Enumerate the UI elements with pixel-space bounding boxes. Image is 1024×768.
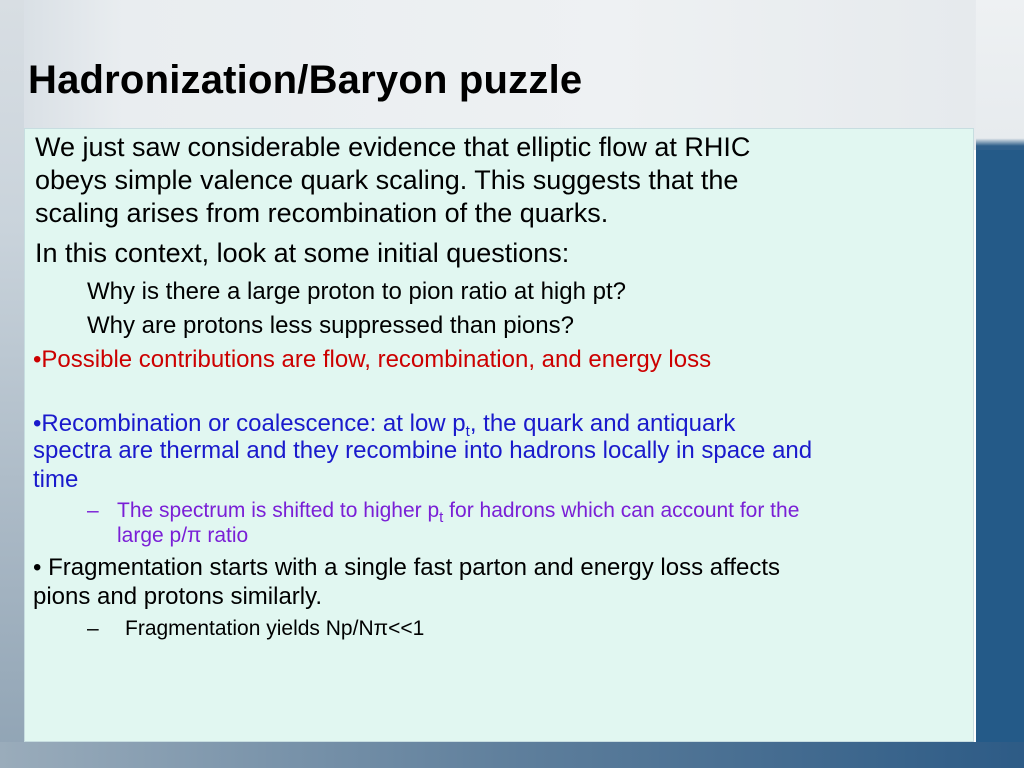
bottom-border-decoration: [0, 742, 1024, 768]
intro-line-2: obeys simple valence quark scaling. This suggests that the: [35, 165, 739, 195]
spectrum-line-1-pre: The spectrum is shifted to higher p: [117, 499, 440, 522]
context-text: In this context, look at some initial questions:: [35, 238, 570, 268]
right-blue-stripe: [976, 150, 1024, 768]
frag-yields-dash: –: [87, 617, 99, 640]
pt-subscript: t: [465, 423, 470, 440]
spectrum-line-2: large p/π ratio: [117, 524, 249, 547]
intro-line-3: scaling arises from recombination of the quarks.: [35, 198, 609, 228]
slide-title: Hadronization/Baryon puzzle: [28, 58, 583, 102]
question-2: Why are protons less suppressed than pions?: [87, 312, 574, 339]
content-box: [24, 128, 974, 742]
spectrum-line-1-post: for hadrons which can account for the: [443, 499, 800, 522]
spectrum-dash: –: [87, 499, 99, 522]
left-border-decoration: [0, 0, 24, 768]
possible-contributions: •Possible contributions are flow, recombination, and energy loss: [33, 346, 712, 373]
recombination-line-1-post: , the quark and antiquark: [469, 410, 736, 437]
fragmentation-line-1: • Fragmentation starts with a single fast parton and energy loss affects: [33, 554, 781, 581]
spectrum-pt-subscript: t: [439, 509, 444, 526]
question-1: Why is there a large proton to pion ratio at high pt?: [87, 278, 626, 305]
frag-yields-text: Fragmentation yields Np/Nπ<<1: [125, 617, 425, 640]
intro-line-1: We just saw considerable evidence that elliptic flow at RHIC: [35, 132, 751, 162]
fragmentation-line-2: pions and protons similarly.: [33, 583, 323, 610]
recombination-line-1-pre: •Recombination or coalescence: at low p: [33, 410, 466, 437]
recombination-line-2: spectra are thermal and they recombine into hadrons locally in space and: [33, 437, 813, 464]
recombination-line-3: time: [33, 466, 79, 493]
